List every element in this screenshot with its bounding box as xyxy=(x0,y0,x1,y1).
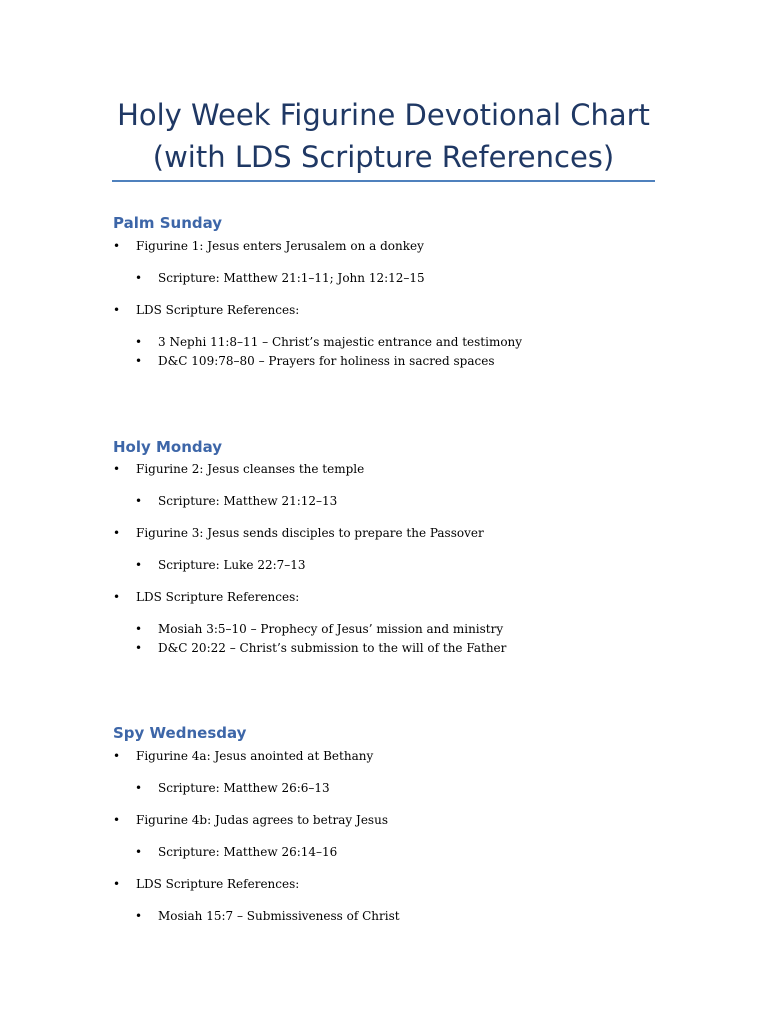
bullet: • xyxy=(113,303,121,317)
section-heading-holy-monday: Holy Monday xyxy=(113,438,223,456)
bullet: • xyxy=(135,622,143,636)
list-item-text: Figurine 3: Jesus sends disciples to prepare the Passover xyxy=(136,526,484,540)
bullet: • xyxy=(135,845,143,859)
list-item-text: LDS Scripture References: xyxy=(136,303,300,317)
bullet: • xyxy=(135,354,143,368)
list-item-text: Scripture: Matthew 21:12–13 xyxy=(158,494,338,508)
document-title xyxy=(112,94,655,178)
list-item-text: Figurine 4a: Jesus anointed at Bethany xyxy=(136,749,374,763)
list-item-text: D&C 20:22 – Christ’s submission to the will of the Father xyxy=(158,641,507,655)
list-item-text: LDS Scripture References: xyxy=(136,590,300,604)
list-item-text: 3 Nephi 11:8–11 – Christ’s majestic entrance and testimony xyxy=(158,335,523,349)
bullet: • xyxy=(113,239,121,253)
list-item-text: Scripture: Matthew 26:14–16 xyxy=(158,845,338,859)
bullet: • xyxy=(113,526,121,540)
section-heading-palm-sunday: Palm Sunday xyxy=(113,214,223,232)
list-item-text: D&C 109:78–80 – Prayers for holiness in sacred spaces xyxy=(158,354,495,368)
list-item-text: Scripture: Matthew 26:6–13 xyxy=(158,781,330,795)
list-item-text: Figurine 2: Jesus cleanses the temple xyxy=(136,462,365,476)
document-title-line-1: Holy Week Figurine Devotional Chart xyxy=(117,98,650,132)
bullet: • xyxy=(113,462,121,476)
bullet: • xyxy=(113,749,121,763)
list-item-text: LDS Scripture References: xyxy=(136,877,300,891)
bullet: • xyxy=(113,813,121,827)
list-item-text: Figurine 1: Jesus enters Jerusalem on a donkey xyxy=(136,239,424,253)
bullet: • xyxy=(135,781,143,795)
title-underline-rule xyxy=(112,180,655,182)
bullet: • xyxy=(135,641,143,655)
list-item-text: Scripture: Luke 22:7–13 xyxy=(158,558,306,572)
bullet: • xyxy=(135,271,143,285)
list-item-text: Scripture: Matthew 21:1–11; John 12:12–15 xyxy=(158,271,425,285)
bullet: • xyxy=(113,877,121,891)
bullet: • xyxy=(135,494,143,508)
bullet: • xyxy=(135,335,143,349)
list-item-text: Figurine 4b: Judas agrees to betray Jesus xyxy=(136,813,388,827)
bullet: • xyxy=(135,909,143,923)
bullet: • xyxy=(135,558,143,572)
section-heading-spy-wednesday: Spy Wednesday xyxy=(113,724,247,742)
list-item-text: Mosiah 15:7 – Submissiveness of Christ xyxy=(158,909,400,923)
bullet: • xyxy=(113,590,121,604)
document-title-line-2: (with LDS Scripture References) xyxy=(152,140,615,174)
list-item-text: Mosiah 3:5–10 – Prophecy of Jesus’ mission and ministry xyxy=(158,622,504,636)
